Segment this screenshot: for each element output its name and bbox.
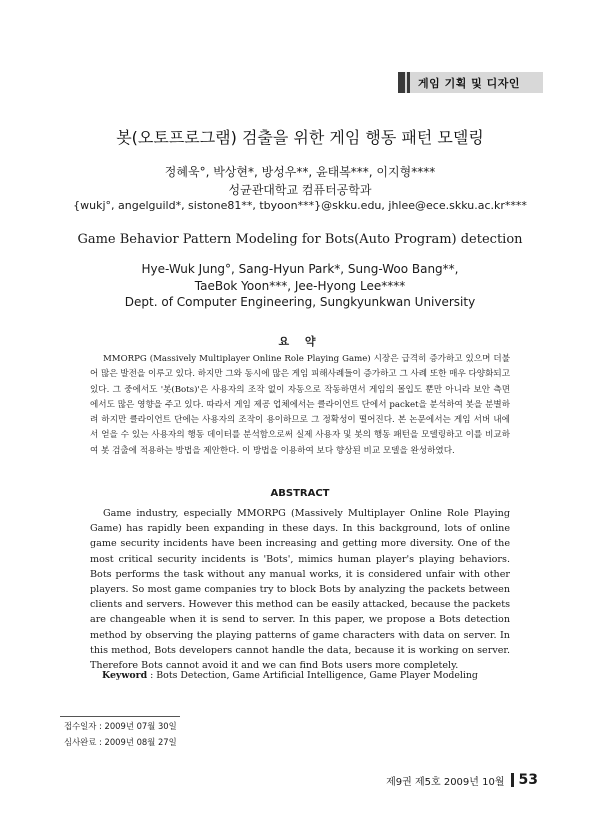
banner-bar <box>398 72 405 93</box>
page-number: 53 <box>518 772 538 788</box>
received-date: 접수일자 : 2009년 07월 30일 <box>64 721 177 731</box>
affiliation-english: Dept. of Computer Engineering, Sungkyunkwan University <box>124 295 476 309</box>
page-footer <box>386 772 538 788</box>
banner-bar <box>407 72 410 93</box>
summary-korean: MMORPG (Massively Multiplayer Online Role Playing Game) 시장은 급격히 증가하고 있으며 더불어 많은 발전을 이루고 있다. 하지만 그와 동시에 많은 게임 피해사례들이 증가하고 그 사례 또한 매우 다양화되고 있다. 그 중에서도 '봇(Bots)'은 사용자의 조작 없이 자동으로 작동하면서 게임의 몰입도 뿐만 아니라 보안 측면에서도 많은 영향을 주고 있다. 따라서 게임 제공 업체에서는 클라이언트 단에서 packet을 분석하여 봇을 분별하려 하지만 클라이언트 단에는 사용자의 조작이 용이하므로 그 정확성이 떨어진다. 본 논문에서는 게임 서버 내에서 얻을 수 있는 사용자의 행동 데이터를 분석함으로써 실제 사용자 및 봇의 행동 패턴을 모델링하고 이를 비교하여 봇 검출에 적용하는 방법을 제안한다. 이 방법을 이용하여 보다 향상된 비교 모델을 완성하였다. <box>90 354 511 456</box>
abstract-heading: ABSTRACT <box>270 488 330 499</box>
section-banner <box>398 72 543 93</box>
paper-title-english: Game Behavior Pattern Modeling for Bots(Auto Program) detection <box>77 232 523 247</box>
section-banner-label: 게임 기획 및 디자인 <box>418 77 520 90</box>
author-emails: {wukj°, angelguild*, sistone81**, tbyoon***}@skku.edu, jhlee@ece.skku.ac.kr**** <box>73 199 527 212</box>
paper-title-korean: 봇(오토프로그램) 검출을 위한 게임 행동 패턴 모델링 <box>116 128 484 147</box>
footer-separator <box>511 773 514 787</box>
footnote-divider <box>60 716 180 717</box>
authors-english-line2: TaeBok Yoon***, Jee-Hyong Lee**** <box>194 279 406 293</box>
authors-korean: 정혜욱°, 박상현*, 방성우**, 윤태복***, 이지형**** <box>164 165 436 179</box>
issue-info: 제9권 제5호 2009년 10월 <box>386 776 505 788</box>
authors-english-line1: Hye-Wuk Jung°, Sang-Hyun Park*, Sung-Woo Bang**, <box>141 262 459 276</box>
keywords <box>102 670 478 681</box>
summary-heading: 요 약 <box>278 335 322 348</box>
accepted-date: 심사완료 : 2009년 08월 27일 <box>64 737 177 747</box>
abstract-english: Game industry, especially MMORPG (Massively Multiplayer Online Role Playing Game) has rapidly been expanding in these days. In this background, lots of online game security incidents have been increasing and getting more diversity. One of the most critical security incidents is 'Bots', mimics human player's playing behaviors. Bots performs the task without any manual works, it is considered unfair with other players. So most game companies try to block Bots by analyzing the packets between clients and servers. However this method can be easily attacked, because the packets are changeable when it is send to server. In this paper, we propose a Bots detection method by observing the playing patterns of game characters with data on server. In this method, Bots developers cannot handle the data, because it is working on server. Therefore Bots cannot avoid it and we can find Bots users more completely. <box>90 508 510 672</box>
keyword-label: Keyword <box>102 670 148 681</box>
keyword-text: : Bots Detection, Game Artificial Intelligence, Game Player Modeling <box>150 670 478 681</box>
affiliation-korean: 성균관대학교 컴퓨터공학과 <box>228 183 372 197</box>
